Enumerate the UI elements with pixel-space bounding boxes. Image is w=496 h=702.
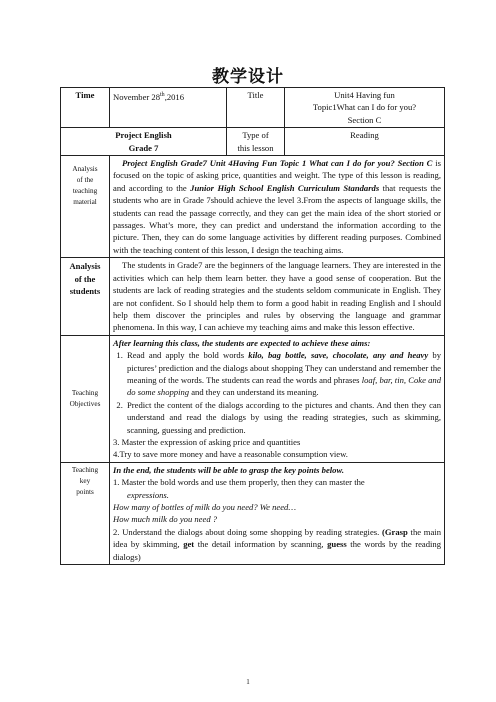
keypoints-intro: In the end, the students will be able to grasp the key points below. [113,464,345,475]
material-label-3: teaching [72,187,98,196]
lesson-plan-table [60,87,445,565]
project-cell [61,128,227,156]
topic-name: Topic1What can I do for you? [312,102,417,113]
project-line2: Grade 7 [128,142,159,153]
section-name: Section C [347,114,382,125]
objective-1-a: Read and apply the bold words [127,350,249,361]
objective-1-words: kilo, bag bottle, save, chocolate, any and heavy [248,350,429,361]
material-label-1: Analysis [72,165,98,174]
keypoint-2-f: guess [327,539,347,550]
keypoint-question-2: How much milk do you need ? [113,514,218,525]
keypoint-1: 1. Master the bold words and use them properly, then they can master the [113,477,365,488]
students-label-2: of the [74,273,96,284]
keypoint-2 [113,526,441,563]
material-text [110,156,445,258]
date-year: ,2016 [164,91,185,102]
objectives-label-2: Objectives [69,399,101,408]
project-line1: Project English [115,130,172,141]
time-label: Time [61,88,110,128]
keypoint-2-b: (Grasp [382,526,408,537]
keypoints-label-2: key [79,476,91,485]
keypoint-2-c: the main idea by skimming, [113,526,441,550]
date: November 28 [113,91,161,102]
type-label [227,128,285,156]
objectives-label [61,335,110,462]
keypoints-label-1: Teaching [71,465,99,474]
title-label: Title [227,88,285,128]
material-label-2: of the [76,176,94,185]
objective-item-4: 4.Try to save more money and have a reasonable consumption view. [113,449,348,460]
curriculum-standard: Junior High School English Curriculum Standards [190,182,380,193]
header-row [61,88,445,128]
type-label-line2: this lesson [237,142,274,153]
keypoints-text [110,462,445,564]
keypoint-2-e: the detail information by scanning, [194,539,328,550]
date-cell [110,88,227,128]
objectives-row [61,335,445,462]
keypoint-question-1: How many of bottles of milk do you need? We need… [113,502,296,512]
objectives-intro: After learning this class, the students are expected to achieve these aims: [113,337,371,348]
objectives-label-1: Teaching [71,388,99,397]
objectives-text [110,335,445,462]
title-value [285,88,445,128]
project-row [61,128,445,156]
students-row [61,258,445,335]
material-label-4: material [73,198,97,207]
unit-name: Unit4 Having fun [334,90,395,100]
keypoints-label [61,462,110,564]
material-row [61,156,445,258]
keypoint-2-a: 2. Understand the dialogs about doing some shopping by reading strategies. [113,526,383,537]
date-sup: th [160,92,165,98]
keypoint-2-g: the words by the reading dialogs) [113,539,441,562]
material-text-1: is focused on the topic of asking price, quantities and weight. The type of this lesson is reading, and according to the [113,158,441,193]
objective-1-phrases: loaf, bar, tin, Coke and do some shopping [127,374,442,398]
objective-1-c: and they can understand its meaning. [189,387,319,398]
keypoint-2-d: get [183,539,195,550]
objective-item-1 [125,349,441,399]
students-text: The students in Grade7 are the beginners of the language learners. They are interested in the activities which can help them learn better. they have a good sense of cooperation. But the students are lack of reading strategies and the students seldom communicate in English. They are not confident. So I should help them to form a good habit in reading English and I should help them discover the principles and rules by observing the language and grammar phenomena. In this way, I can achieve my teaching aims and make this lesson effective. [110,258,445,335]
keypoint-1-cont: expressions. [127,489,169,500]
type-label-line1: Type of [242,130,269,141]
type-value: Reading [285,128,445,156]
material-lead: Project English Grade7 Unit 4Having Fun Topic 1 What can I do for you? Section C [122,158,433,169]
objective-1-b: by pictures’ prediction and the dialogs about shopping They can understand and remember the meaning of the words. The students can read the words and phrases [127,350,441,385]
page-number: 1 [246,678,250,686]
students-label-1: Analysis [69,261,101,272]
students-label-3: students [69,286,101,297]
objective-item-2: 2. Predict the content of the dialogs according to the pictures and chants. And then they can understand and read the dialogs by using the reading strategies, such as skimming, scanning, guessing and prediction. [125,399,441,436]
objectives-list [113,349,441,436]
document-title: 教学设计 [212,67,284,87]
material-text-2: that requests the students who are in Grade 7should achieve the level 3.From the aspects of language skills, the students can read the passage correctly, and they can get the main idea of the short storied or passages. What’s more, they can predict and understand the information according to the picture. Then, they can do some language activities by different reading purposes. Combined with the teaching content of this lesson, I design the teaching aims. [113,182,441,255]
students-label [61,258,110,335]
material-label [61,156,110,258]
objective-item-3: 3. Master the expression of asking price and quantities [113,436,301,447]
keypoints-label-3: points [76,487,94,496]
keypoints-row [61,462,445,564]
